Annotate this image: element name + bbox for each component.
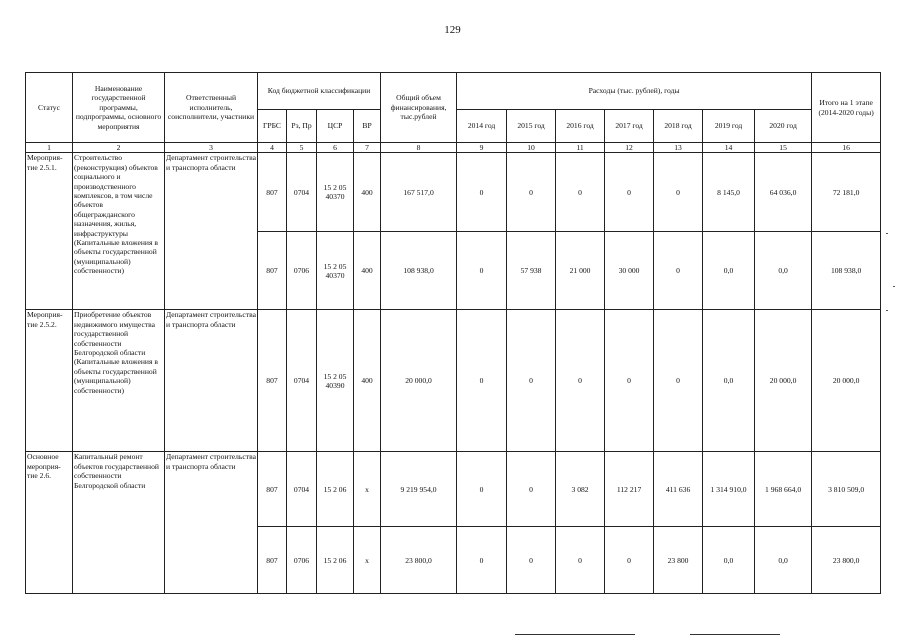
row-responsible: Департамент строительства и транспорта области [165,452,258,594]
cell-vr: х [354,527,381,594]
header-grbs: ГРБС [258,110,287,143]
cell-2020: 0,0 [755,527,812,594]
cell-2014: 0 [457,452,507,527]
cell-2018: 411 636 [654,452,703,527]
cell-2017: 30 000 [605,232,654,310]
header-rzpr: Рз, Пр [287,110,317,143]
cell-total: 167 517,0 [381,153,457,232]
scan-artifact-line [690,634,780,635]
column-number: 15 [755,143,812,153]
cell-vr: 400 [354,232,381,310]
row-name: Капитальный ремонт объектов государственной собственности Белгородской области [73,452,165,594]
header-year-2016: 2016 год [556,110,605,143]
header-year-2015: 2015 год [507,110,556,143]
column-number: 16 [812,143,881,153]
cell-2018: 0 [654,232,703,310]
cell-2019: 8 145,0 [703,153,755,232]
column-number: 13 [654,143,703,153]
row-status: Мероприя-тие 2.5.2. [26,310,73,452]
cell-grbs: 807 [258,232,287,310]
header-expenses: Расходы (тыс. рублей), годы [457,73,812,110]
cell-2016: 0 [556,527,605,594]
cell-rzpr: 0704 [287,153,317,232]
cell-csr: 15 2 05 40390 [317,310,354,452]
cell-csr: 15 2 06 [317,452,354,527]
cell-2017: 0 [605,527,654,594]
cell-rzpr: 0706 [287,527,317,594]
row-status: Основное мероприя-тие 2.6. [26,452,73,594]
column-number: 6 [317,143,354,153]
cell-2019: 1 314 910,0 [703,452,755,527]
cell-vr: 400 [354,153,381,232]
cell-total: 20 000,0 [381,310,457,452]
header-total-volume: Общий объем финансирования, тыс.рублей [381,73,457,143]
column-number: 3 [165,143,258,153]
cell-rzpr: 0704 [287,452,317,527]
header-year-2014: 2014 год [457,110,507,143]
header-year-2017: 2017 год [605,110,654,143]
cell-stage-total: 20 000,0 [812,310,881,452]
cell-csr: 15 2 06 [317,527,354,594]
scan-artifact-mark [886,310,888,311]
cell-2018: 23 800 [654,527,703,594]
table-row [26,452,881,527]
cell-stage-total: 3 810 509,0 [812,452,881,527]
header-budget-code: Код бюджетной классификации [258,73,381,110]
cell-stage-total: 108 938,0 [812,232,881,310]
row-responsible: Департамент строительства и транспорта области [165,310,258,452]
cell-csr: 15 2 05 40370 [317,232,354,310]
row-name: Строительство (реконструкция) объектов социального и производственного комплексов, в том числе объектов общегражданского назначения, жилья, инфраструктуры (Капитальные вложения в объекты государственной (муниципальной) собственности) [73,153,165,310]
cell-2018: 0 [654,310,703,452]
cell-2019: 0,0 [703,310,755,452]
cell-2015: 0 [507,153,556,232]
cell-total: 9 219 954,0 [381,452,457,527]
budget-table [25,72,881,594]
cell-vr: 400 [354,310,381,452]
cell-2015: 0 [507,310,556,452]
column-number: 11 [556,143,605,153]
cell-rzpr: 0704 [287,310,317,452]
cell-stage-total: 23 800,0 [812,527,881,594]
cell-2020: 0,0 [755,232,812,310]
cell-2020: 1 968 664,0 [755,452,812,527]
row-name: Приобретение объектов недвижимого имущества государственной собственности Белгородской области (Капитальные вложения в объекты государственной (муниципальной) собственности) [73,310,165,452]
page-number: 129 [444,24,461,36]
cell-2019: 0,0 [703,527,755,594]
column-number: 4 [258,143,287,153]
cell-2016: 0 [556,153,605,232]
cell-2016: 0 [556,310,605,452]
cell-2019: 0,0 [703,232,755,310]
cell-2017: 0 [605,310,654,452]
header-program-name: Наименование государственной программы, подпрограммы, основного мероприятия [73,73,165,143]
header-year-2018: 2018 год [654,110,703,143]
cell-stage-total: 72 181,0 [812,153,881,232]
column-number: 12 [605,143,654,153]
header-vr: ВР [354,110,381,143]
scan-artifact-mark [893,286,895,287]
cell-total: 23 800,0 [381,527,457,594]
cell-2018: 0 [654,153,703,232]
header-status: Статус [26,73,73,143]
table-row [26,310,881,452]
column-number: 10 [507,143,556,153]
cell-2016: 21 000 [556,232,605,310]
column-number: 1 [26,143,73,153]
cell-grbs: 807 [258,310,287,452]
cell-2014: 0 [457,527,507,594]
cell-rzpr: 0706 [287,232,317,310]
cell-total: 108 938,0 [381,232,457,310]
scan-artifact-line [515,634,635,635]
row-status: Мероприя-тие 2.5.1. [26,153,73,310]
header-stage-total: Итого на 1 этапе (2014-2020 годы) [812,73,881,143]
cell-2015: 0 [507,527,556,594]
cell-2014: 0 [457,310,507,452]
cell-2017: 0 [605,153,654,232]
cell-2020: 20 000,0 [755,310,812,452]
cell-2015: 57 938 [507,232,556,310]
column-number: 8 [381,143,457,153]
column-number: 9 [457,143,507,153]
column-number: 2 [73,143,165,153]
column-number: 14 [703,143,755,153]
cell-grbs: 807 [258,153,287,232]
header-responsible: Ответственный исполнитель, соисполнители, участники [165,73,258,143]
cell-2015: 0 [507,452,556,527]
cell-grbs: 807 [258,527,287,594]
column-number: 7 [354,143,381,153]
cell-2020: 64 036,0 [755,153,812,232]
cell-vr: х [354,452,381,527]
cell-2017: 112 217 [605,452,654,527]
header-csr: ЦСР [317,110,354,143]
scan-artifact-mark [886,233,888,234]
column-number: 5 [287,143,317,153]
table-row [26,153,881,232]
cell-2014: 0 [457,153,507,232]
header-year-2019: 2019 год [703,110,755,143]
header-year-2020: 2020 год [755,110,812,143]
column-number-row [26,143,881,153]
row-responsible: Департамент строительства и транспорта области [165,153,258,310]
cell-2016: 3 082 [556,452,605,527]
cell-csr: 15 2 05 40370 [317,153,354,232]
cell-grbs: 807 [258,452,287,527]
cell-2014: 0 [457,232,507,310]
